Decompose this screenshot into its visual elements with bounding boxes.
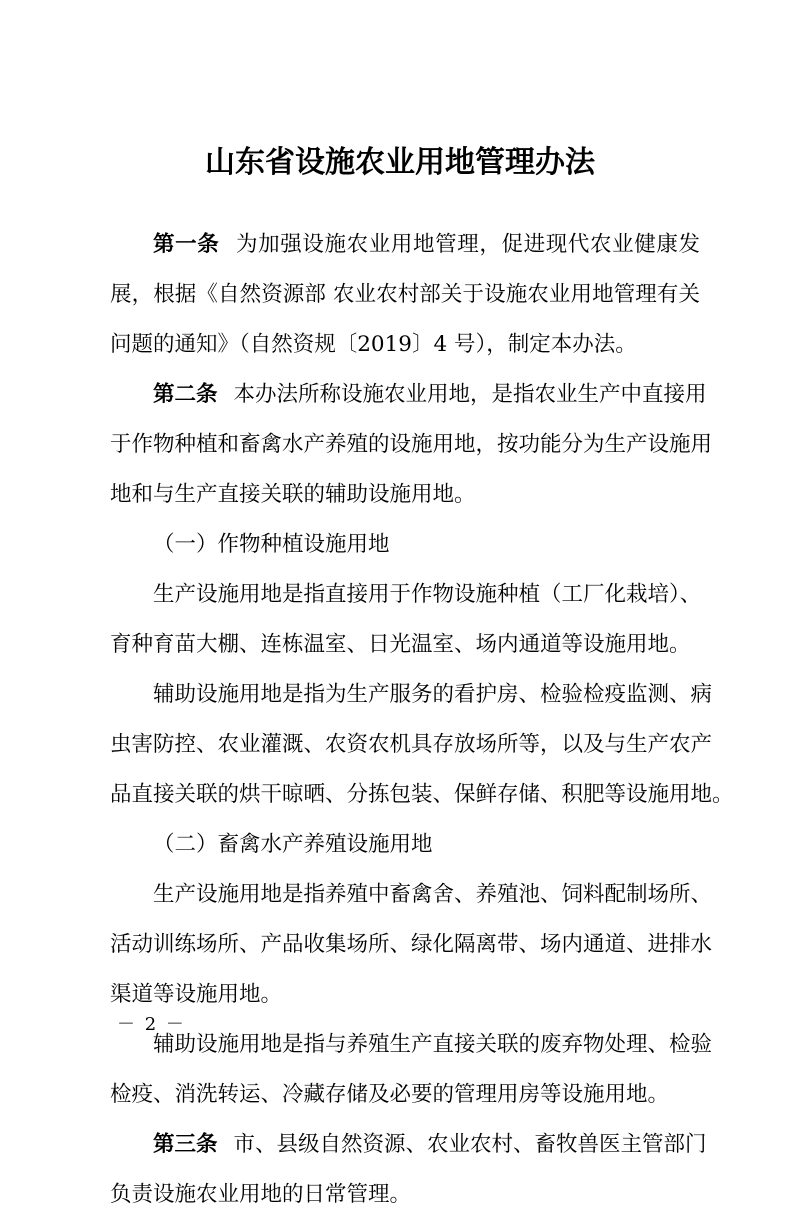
text-line: [110, 1120, 707, 1170]
text-line: 活动训练场所、产品收集场所、绿化隔离带、场内通道、进排水: [110, 932, 713, 957]
article-label: 第一条: [153, 232, 220, 257]
line-text: 本办法所称设施农业用地，是指农业生产中直接用: [233, 382, 707, 407]
line-text: 为加强设施农业用地管理，促进现代农业健康发: [235, 232, 700, 257]
text-line: 展，根据《自然资源部 农业农村部关于设施农业用地管理有关: [110, 282, 700, 307]
section-heading: （一）作物种植设施用地: [153, 532, 390, 557]
text-line: 育种育苗大棚、连栋温室、日光温室、场内通道等设施用地。: [110, 632, 691, 657]
text-line: 生产设施用地是指养殖中畜禽舍、养殖池、饲料配制场所、: [153, 882, 713, 907]
line-text: 市、县级自然资源、农业农村、畜牧兽医主管部门: [233, 1132, 707, 1157]
document-title: 山东省设施农业用地管理办法: [205, 145, 595, 180]
page-number: － 2 －: [117, 1014, 186, 1035]
text-line: 于作物种植和畜禽水产养殖的设施用地，按功能分为生产设施用: [110, 432, 713, 457]
text-line: 地和与生产直接关联的辅助设施用地。: [110, 482, 476, 507]
text-line: 渠道等设施用地。: [110, 982, 283, 1007]
text-line: 辅助设施用地是指为生产服务的看护房、检验检疫监测、病: [153, 682, 713, 707]
document-body: [110, 220, 734, 1220]
text-line: 品直接关联的烘干晾晒、分拣包装、保鲜存储、积肥等设施用地。: [110, 782, 734, 807]
text-line: [110, 220, 700, 270]
text-line: 检疫、消洗转运、冷藏存储及必要的管理用房等设施用地。: [110, 1082, 670, 1107]
text-line: 虫害防控、农业灌溉、农资农机具存放场所等，以及与生产农产: [110, 732, 713, 757]
text-line: 负责设施农业用地的日常管理。: [110, 1182, 412, 1207]
text-line: 生产设施用地是指直接用于作物设施种植（工厂化栽培）、: [153, 582, 702, 607]
text-line: 辅助设施用地是指与养殖生产直接关联的废弃物处理、检验: [153, 1032, 713, 1057]
text-line: [110, 370, 707, 420]
article-label: 第二条: [153, 382, 218, 407]
section-heading: （二）畜禽水产养殖设施用地: [153, 832, 433, 857]
text-line: 问题的通知》（自然资规〔2019〕4 号），制定本办法。: [110, 332, 637, 357]
article-label: 第三条: [153, 1132, 218, 1157]
